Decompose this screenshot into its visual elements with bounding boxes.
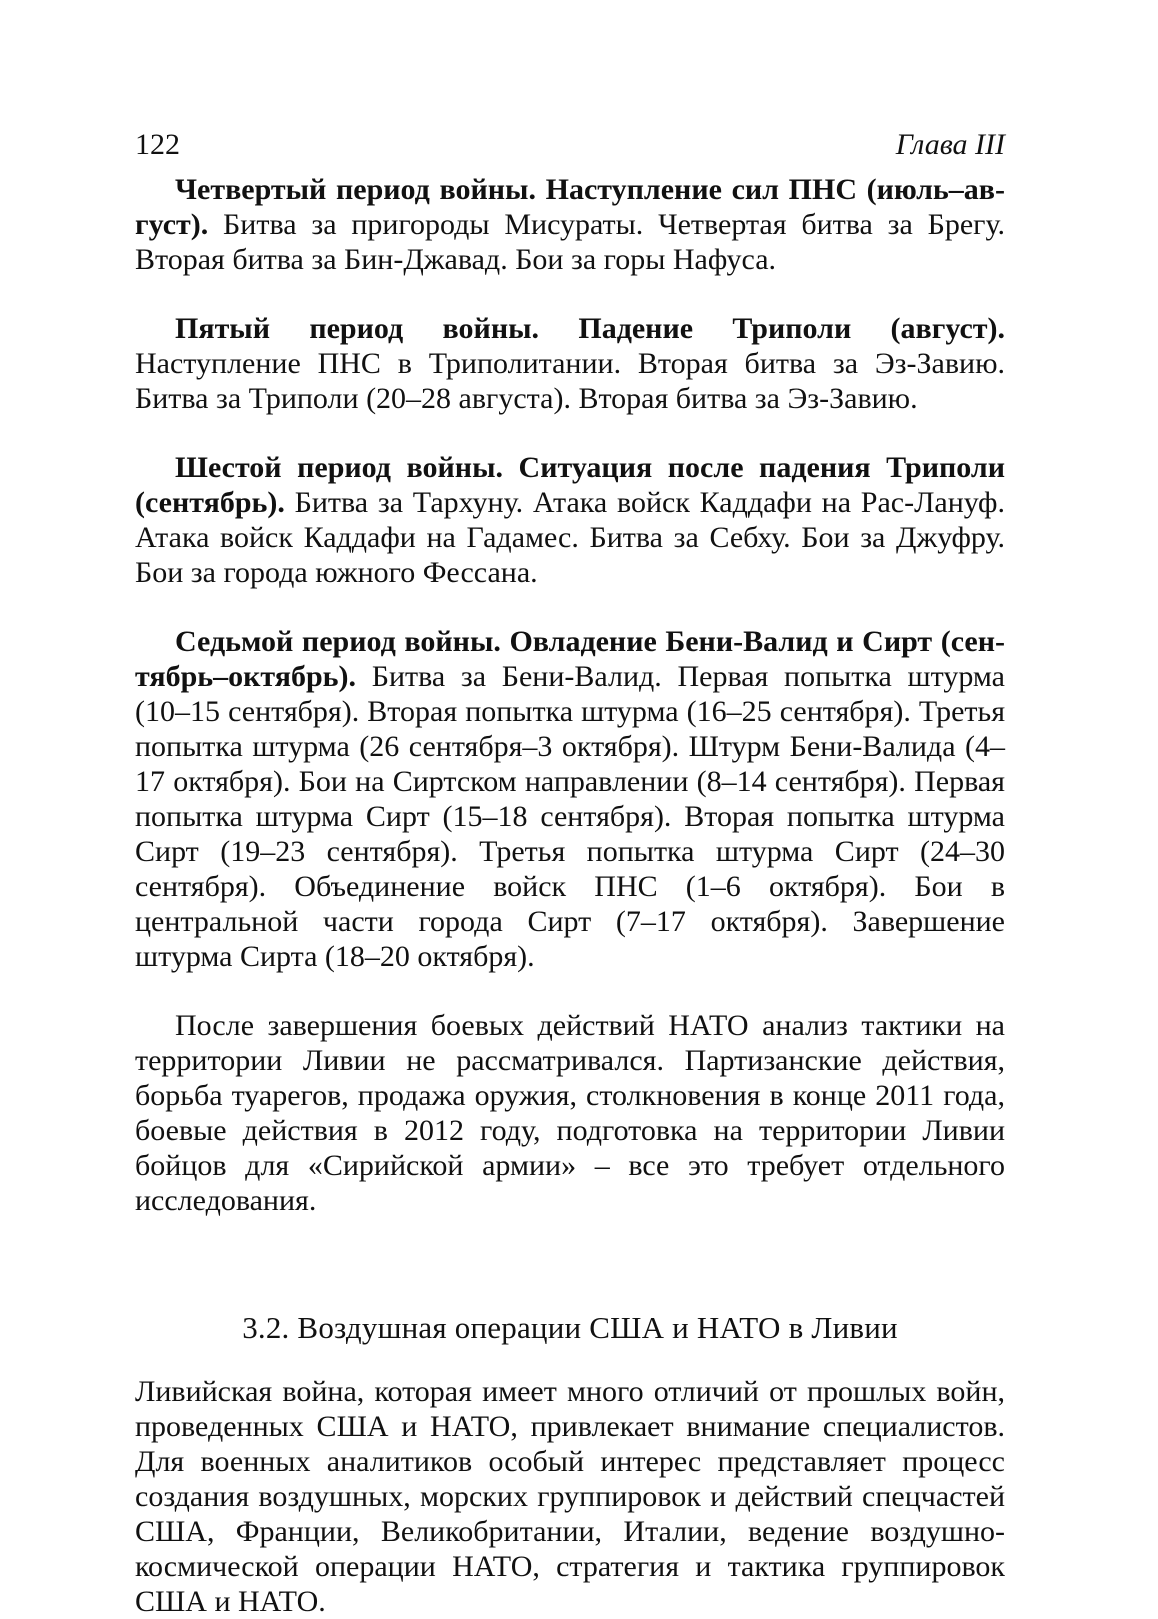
paragraph-period-7: [135, 624, 1005, 974]
section-body: Ливийская война, которая имеет много отличий от прошлых войн, проведенных США и НАТО, привлекает внимание специалистов. Для военных аналитиков особый интерес представляет процесс создания воздушных, морских группировок и действий спецчастей США, Франции, Великобритании, Италии, ведение воздушно-космической операции НАТО, стратегия и тактика группировок США и НАТО.: [135, 1375, 1005, 1618]
page-number: 122: [135, 128, 180, 161]
paragraph-period-5: [135, 311, 1005, 416]
book-page: [135, 128, 1005, 1619]
section-heading: 3.2. Воздушная операции США и НАТО в Ливии: [242, 1310, 898, 1345]
paragraph-body: Битва за Тархуну. Атака войск Каддафи на Рас-Лануф. Атака войск Каддафи на Гадамес. Битва за Себху. Бои за Джуфру. Бои за города южного Фессана.: [135, 486, 1005, 589]
paragraph-lead: Четвертый период войны. Наступление сил ПНС (июль–август).: [135, 173, 1005, 241]
paragraph-body: Битва за Бени-Валид. Первая попытка штурма (10–15 сентября). Вторая попытка штурма (16–25 сентября). Третья попытка штурма (26 сентября–3 октября). Штурм Бени-Валида (4–17 октября). Бои на Сиртском направлении (8–14 сентября). Первая попытка штурма Сирт (15–18 сентября). Вторая попытка штурма Сирт (19–23 сентября). Третья попытка штурма Сирт (24–30 сентября). Объединение войск ПНС (1–6 октября). Бои в центральной части города Сирт (7–17 октября). Завершение штурма Сирта (18–20 октября).: [135, 660, 1005, 973]
paragraph-body: После завершения боевых действий НАТО анализ тактики на территории Ливии не рассматривался. Партизанские действия, борьба туарегов, продажа оружия, столкновения в конце 2011 года, боевые действия в 2012 году, подготовка на территории Ливии бойцов для «Сирийской армии» – все это требует отдельного исследования.: [135, 1009, 1005, 1217]
paragraph-body: Битва за пригороды Мисураты. Четвертая битва за Брегу. Вторая битва за Бин-Джавад. Бои за горы Нафуса.: [135, 208, 1005, 276]
paragraph-conclusion: [135, 1008, 1005, 1218]
paragraph-lead: Пятый период войны. Падение Триполи (август).: [175, 312, 1005, 345]
paragraph-lead: Шестой период войны. Ситуация после падения Триполи (сентябрь).: [135, 451, 1005, 519]
chapter-title: Глава III: [895, 128, 1005, 161]
paragraph-body: Наступление ПНС в Триполитании. Вторая битва за Эз-Завию. Битва за Триполи (20–28 августа). Вторая битва за Эз-Завию.: [135, 347, 1005, 415]
paragraph-period-4: [135, 172, 1005, 277]
paragraph-lead: Седьмой период войны. Овладение Бени-Валид и Сирт (сентябрь–октябрь).: [135, 625, 1005, 693]
running-head: [135, 128, 1005, 162]
paragraph-period-6: [135, 450, 1005, 590]
